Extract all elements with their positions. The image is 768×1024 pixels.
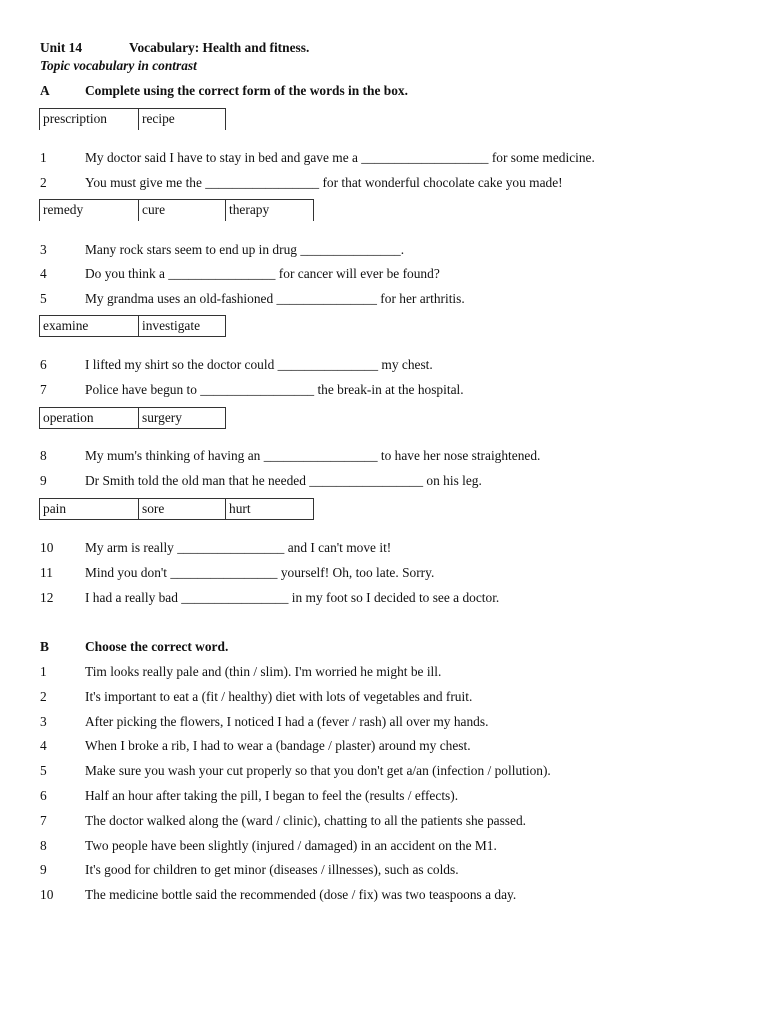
word-box-4 <box>39 407 226 429</box>
item-number: 3 <box>40 714 47 729</box>
item-text: You must give me the _________________ for that wonderful chocolate cake you made! <box>85 175 563 190</box>
item-text: After picking the flowers, I noticed I had a (fever / rash) all over my hands. <box>85 714 489 729</box>
item-text: Tim looks really pale and (thin / slim). I'm worried he might be ill. <box>85 664 442 679</box>
item-number: 10 <box>40 540 54 555</box>
word-box-3 <box>39 315 226 337</box>
item-number: 9 <box>40 473 47 488</box>
word-box-cell: operation <box>39 407 138 429</box>
word-box-5 <box>39 498 314 520</box>
item-text: Two people have been slightly (injured / damaged) in an accident on the M1. <box>85 838 497 853</box>
item-number: 5 <box>40 763 47 778</box>
word-box-cell: recipe <box>138 108 226 130</box>
item-number: 7 <box>40 382 47 397</box>
page-title: Vocabulary: Health and fitness. <box>129 40 310 55</box>
word-box-cell: examine <box>39 315 138 337</box>
word-box-cell: sore <box>138 498 225 520</box>
item-number: 12 <box>40 590 54 605</box>
item-text: Mind you don't ________________ yourself! Oh, too late. Sorry. <box>85 565 435 580</box>
item-number: 10 <box>40 887 54 902</box>
item-number: 9 <box>40 862 47 877</box>
item-number: 2 <box>40 175 47 190</box>
item-text: Make sure you wash your cut properly so that you don't get a/an (infection / pollution). <box>85 763 551 778</box>
item-text: Police have begun to _________________ the break-in at the hospital. <box>85 382 464 397</box>
item-number: 6 <box>40 788 47 803</box>
word-box-cell: investigate <box>138 315 226 337</box>
item-number: 8 <box>40 838 47 853</box>
section-a-letter: A <box>40 83 50 98</box>
word-box-2 <box>39 199 314 221</box>
section-a-instruction: Complete using the correct form of the words in the box. <box>85 83 408 98</box>
section-b-instruction: Choose the correct word. <box>85 639 229 654</box>
item-number: 2 <box>40 689 47 704</box>
item-text: Dr Smith told the old man that he needed _________________ on his leg. <box>85 473 482 488</box>
item-text: My arm is really ________________ and I can't move it! <box>85 540 392 555</box>
item-text: My doctor said I have to stay in bed and gave me a ___________________ for some medicine. <box>85 150 595 165</box>
item-text: Half an hour after taking the pill, I began to feel the (results / effects). <box>85 788 459 803</box>
word-box-cell: hurt <box>225 498 314 520</box>
item-number: 5 <box>40 291 47 306</box>
item-number: 3 <box>40 242 47 257</box>
item-number: 7 <box>40 813 47 828</box>
word-box-cell: therapy <box>225 199 314 221</box>
item-text: My grandma uses an old-fashioned _______________ for her arthritis. <box>85 291 465 306</box>
item-text: I had a really bad ________________ in my foot so I decided to see a doctor. <box>85 590 500 605</box>
item-number: 11 <box>40 565 53 580</box>
item-number: 8 <box>40 448 47 463</box>
item-text: The medicine bottle said the recommended (dose / fix) was two teaspoons a day. <box>85 887 517 902</box>
item-text: I lifted my shirt so the doctor could _______________ my chest. <box>85 357 433 372</box>
section-b-letter: B <box>40 639 49 654</box>
page-subtitle: Topic vocabulary in contrast <box>40 58 197 73</box>
item-text: It's good for children to get minor (diseases / illnesses), such as colds. <box>85 862 459 877</box>
item-text: The doctor walked along the (ward / clinic), chatting to all the patients she passed. <box>85 813 527 828</box>
item-text: Do you think a ________________ for cancer will ever be found? <box>85 266 440 281</box>
word-box-cell: surgery <box>138 407 226 429</box>
word-box-cell: prescription <box>39 108 138 130</box>
item-text: When I broke a rib, I had to wear a (bandage / plaster) around my chest. <box>85 738 471 753</box>
word-box-cell: cure <box>138 199 225 221</box>
word-box-cell: pain <box>39 498 138 520</box>
item-number: 1 <box>40 150 47 165</box>
item-text: It's important to eat a (fit / healthy) diet with lots of vegetables and fruit. <box>85 689 473 704</box>
item-number: 4 <box>40 266 47 281</box>
word-box-cell: remedy <box>39 199 138 221</box>
item-text: Many rock stars seem to end up in drug _______________. <box>85 242 405 257</box>
word-box-1 <box>39 108 226 130</box>
item-number: 6 <box>40 357 47 372</box>
unit-label: Unit 14 <box>40 40 83 55</box>
item-text: My mum's thinking of having an _________________ to have her nose straightened. <box>85 448 541 463</box>
item-number: 1 <box>40 664 47 679</box>
item-number: 4 <box>40 738 47 753</box>
